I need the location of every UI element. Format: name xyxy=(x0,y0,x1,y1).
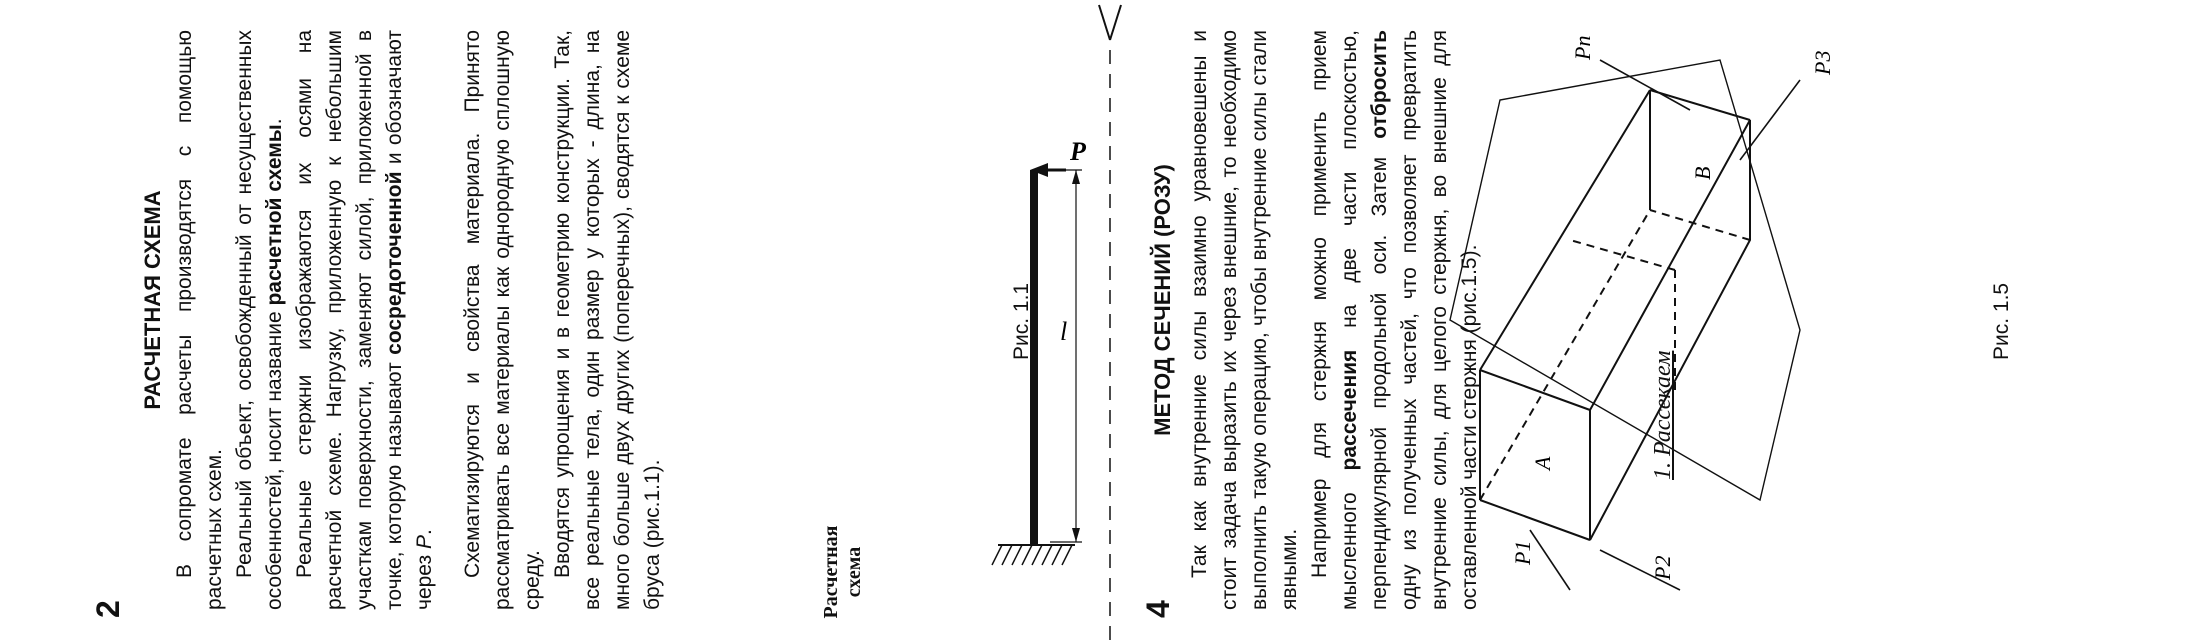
length-label: l xyxy=(1060,317,1068,346)
part-label-a: A xyxy=(1530,456,1555,470)
paragraph xyxy=(290,30,440,610)
text-run: на две части плоскостью, перпендикулярной продольной оси. Затем xyxy=(1338,30,1391,610)
force-label: P xyxy=(1070,137,1086,166)
paragraph: Вводятся упрощения и в геометрию конструкции. Так, все реальные тела, один размер у которых - длина, на много больше двух других (поперечных), сводятся к схеме бруса (рис.1.1). xyxy=(551,30,664,610)
bold-term: рассечения xyxy=(1338,349,1361,471)
force-arrows xyxy=(1530,60,1800,590)
text-run: . xyxy=(263,118,286,125)
figure-heading: 1. Рассекаем xyxy=(1650,350,1676,480)
bold-term: отбросить xyxy=(1368,30,1391,139)
text-run: . xyxy=(413,529,436,535)
text-run: Реальные стержни изображаются их осями на расчетной схеме. Нагрузку, приложенную к небольшим участкам поверхности, заменяют силой, приложенной в точке, которую называют xyxy=(293,30,406,610)
scissors-icon xyxy=(1099,5,1121,40)
cut-line xyxy=(1095,0,1125,640)
side-label-line: Расчетная xyxy=(820,525,842,619)
text-run: Например для стержня можно применить прием мысленного xyxy=(1308,30,1361,610)
section-text xyxy=(170,30,668,610)
paragraph: Так как внутренние силы взаимно уравновешены и стоит задача выразить их через внешние, то необходимо выполнить такую операцию, чтобы внутренние силы стали явными. xyxy=(1188,30,1301,610)
section-number: 4 xyxy=(1140,600,1176,618)
force-label-p3: P3 xyxy=(1810,50,1835,75)
section-number: 2 xyxy=(90,600,126,618)
paragraph: Схематизируются и свойства материала. Принято рассматривать все материалы как однородную сплошную среду. xyxy=(461,30,544,610)
figure-beam-scheme xyxy=(730,0,1090,640)
force-label-p2: P2 xyxy=(1650,555,1675,580)
bold-term: сосредоточенной xyxy=(383,171,406,355)
force-label-pn: Pn xyxy=(1570,35,1595,60)
side-label-line: схема xyxy=(843,546,865,598)
text-run: и обозначают через xyxy=(383,30,436,610)
force-label-p1: P1 xyxy=(1510,540,1535,565)
paragraph xyxy=(230,30,290,610)
wall-hatching xyxy=(992,545,1072,565)
symbol: P xyxy=(413,535,436,550)
scheme-side-label xyxy=(820,512,866,632)
figure-caption: Рис. 1.1 xyxy=(1010,282,1033,360)
figure-section-method xyxy=(1420,20,1980,620)
text-run: одну из полученных частей, что позволяет превратить внутренние силы, для целого стержня, во внешние для оставленной части стержня (рис.1.5). xyxy=(1398,30,1481,610)
section-title: РАСЧЕТНАЯ СХЕМА xyxy=(140,190,165,410)
bold-term: расчетной схемы xyxy=(263,124,286,306)
section-title: МЕТОД СЕЧЕНИЙ (РОЗУ) xyxy=(1150,164,1175,436)
figure-caption: Рис. 1.5 xyxy=(1990,282,2013,360)
text-run: Реальный объект, освобожденный от несущественных особенностей, носит название xyxy=(233,30,286,610)
part-label-b: B xyxy=(1690,166,1715,180)
paragraph: В сопромате расчеты производятся с помощью расчетных схем. xyxy=(173,30,226,610)
prism-body xyxy=(1480,90,1750,540)
